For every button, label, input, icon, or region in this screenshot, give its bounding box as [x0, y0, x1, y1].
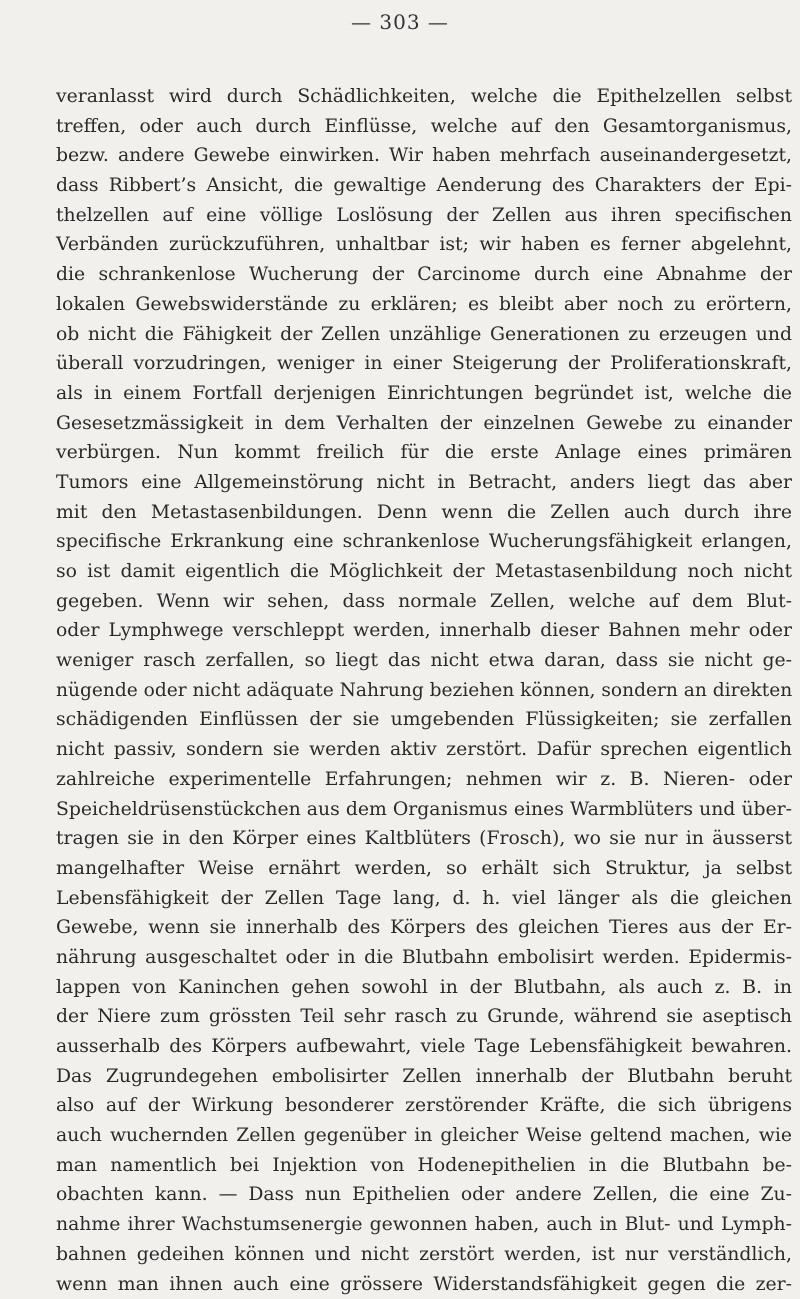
- text-line: verbürgen. Nun kommt freilich für die erste Anlage eines primären: [56, 438, 792, 468]
- text-line: bahnen gedeihen können und nicht zerstört werden, ist nur verständlich,: [56, 1240, 792, 1270]
- text-line: obachten kann. — Dass nun Epithelien oder andere Zellen, die eine Zu-: [56, 1180, 792, 1210]
- text-line: mangelhafter Weise ernährt werden, so erhält sich Struktur, ja selbst: [56, 854, 792, 884]
- text-line: lappen von Kaninchen gehen sowohl in der Blutbahn, als auch z. B. in: [56, 973, 792, 1003]
- text-line: überall vorzudringen, weniger in einer Steigerung der Proliferationskraft,: [56, 349, 792, 379]
- text-line: so ist damit eigentlich die Möglichkeit der Metastasenbildung noch nicht: [56, 557, 792, 587]
- body-text: [56, 82, 792, 1299]
- text-line: gegeben. Wenn wir sehen, dass normale Zellen, welche auf dem Blut-: [56, 587, 792, 617]
- text-line: tragen sie in den Körper eines Kaltblüters (Frosch), wo sie nur in äusserst: [56, 824, 792, 854]
- text-line: Speicheldrüsenstückchen aus dem Organismus eines Warmblüters und über-: [56, 795, 792, 825]
- text-line: der Niere zum grössten Teil sehr rasch zu Grunde, während sie aseptisch: [56, 1002, 792, 1032]
- text-line: man namentlich bei Injektion von Hodenepithelien in die Blutbahn be-: [56, 1151, 792, 1181]
- text-line: veranlasst wird durch Schädlichkeiten, welche die Epithelzellen selbst: [56, 82, 792, 112]
- text-line: Lebensfähigkeit der Zellen Tage lang, d. h. viel länger als die gleichen: [56, 884, 792, 914]
- text-line: bezw. andere Gewebe einwirken. Wir haben mehrfach auseinandergesetzt,: [56, 141, 792, 171]
- text-line: oder Lymphwege verschleppt werden, innerhalb dieser Bahnen mehr oder: [56, 616, 792, 646]
- text-line: die schrankenlose Wucherung der Carcinome durch eine Abnahme der: [56, 260, 792, 290]
- text-line: auch wuchernden Zellen gegenüber in gleicher Weise geltend machen, wie: [56, 1121, 792, 1151]
- text-line: nügende oder nicht adäquate Nahrung beziehen können, sondern an direkten: [56, 676, 792, 706]
- text-line: nahme ihrer Wachstumsenergie gewonnen haben, auch in Blut- und Lymph-: [56, 1210, 792, 1240]
- text-line: Verbänden zurückzuführen, unhaltbar ist; wir haben es ferner abgelehnt,: [56, 230, 792, 260]
- text-line: treffen, oder auch durch Einflüsse, welche auf den Gesamtorganismus,: [56, 112, 792, 142]
- text-line: weniger rasch zerfallen, so liegt das nicht etwa daran, dass sie nicht ge-: [56, 646, 792, 676]
- text-line: nährung ausgeschaltet oder in die Blutbahn embolisirt werden. Epidermis-: [56, 943, 792, 973]
- text-line: also auf der Wirkung besonderer zerstörender Kräfte, die sich übrigens: [56, 1091, 792, 1121]
- text-line: Tumors eine Allgemeinstörung nicht in Betracht, anders liegt das aber: [56, 468, 792, 498]
- text-line: ausserhalb des Körpers aufbewahrt, viele Tage Lebensfähigkeit bewahren.: [56, 1032, 792, 1062]
- text-line: ob nicht die Fähigkeit der Zellen unzählige Generationen zu erzeugen und: [56, 320, 792, 350]
- page-number: — 303 —: [0, 10, 800, 34]
- text-line: thelzellen auf eine völlige Loslösung der Zellen aus ihren specifischen: [56, 201, 792, 231]
- text-line: specifische Erkrankung eine schrankenlose Wucherungsfähigkeit erlangen,: [56, 527, 792, 557]
- text-line: mit den Metastasenbildungen. Denn wenn die Zellen auch durch ihre: [56, 498, 792, 528]
- text-line: dass Ribbert’s Ansicht, die gewaltige Aenderung des Charakters der Epi-: [56, 171, 792, 201]
- text-line: lokalen Gewebswiderstände zu erklären; es bleibt aber noch zu erörtern,: [56, 290, 792, 320]
- text-line: wenn man ihnen auch eine grössere Widerstandsfähigkeit gegen die zer-: [56, 1270, 792, 1299]
- text-line: schädigenden Einflüssen der sie umgebenden Flüssigkeiten; sie zerfallen: [56, 705, 792, 735]
- text-line: Gesesetzmässigkeit in dem Verhalten der einzelnen Gewebe zu einander: [56, 409, 792, 439]
- text-line: als in einem Fortfall derjenigen Einrichtungen begründet ist, welche die: [56, 379, 792, 409]
- text-line: Das Zugrundegehen embolisirter Zellen innerhalb der Blutbahn beruht: [56, 1062, 792, 1092]
- text-line: Gewebe, wenn sie innerhalb des Körpers des gleichen Tieres aus der Er-: [56, 913, 792, 943]
- text-line: nicht passiv, sondern sie werden aktiv zerstört. Dafür sprechen eigentlich: [56, 735, 792, 765]
- text-line: zahlreiche experimentelle Erfahrungen; nehmen wir z. B. Nieren- oder: [56, 765, 792, 795]
